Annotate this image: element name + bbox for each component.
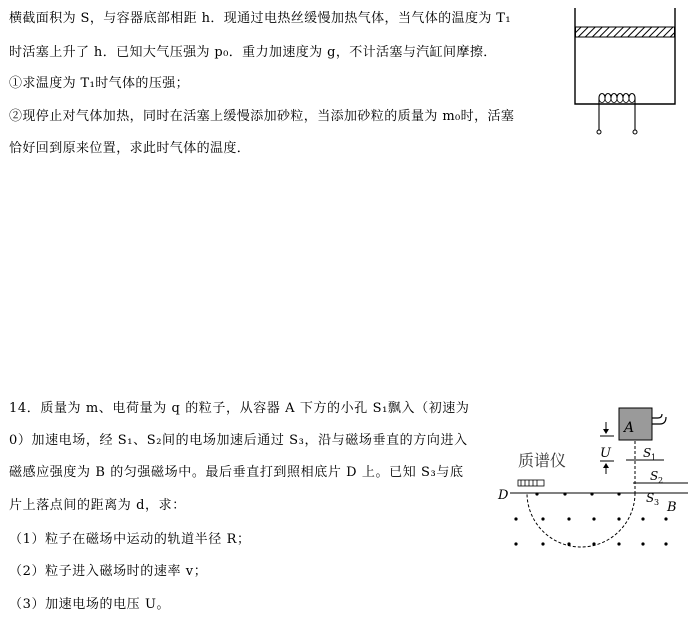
magnetic-field-dots	[514, 492, 667, 545]
label-d: D	[498, 488, 509, 503]
label-s2	[650, 469, 663, 485]
inlet-pipe-icon	[652, 414, 662, 418]
p14-line-1: 14．质量为 m、电荷量为 q 的粒子，从容器 A 下方的小孔 S₁飘入（初速为	[9, 401, 470, 416]
svg-text:S: S	[643, 446, 652, 460]
p13-line-5: 恰好回到原来位置，求此时气体的温度．	[9, 141, 251, 156]
p14-question-2: （2）粒子进入磁场时的速率 v；	[9, 564, 208, 579]
p13-line-2: 时活塞上升了 h．已知大气压强为 p₀．重力加速度为 g，不计活塞与汽缸间摩擦．	[9, 45, 497, 60]
label-a: A	[624, 420, 635, 436]
svg-text:2: 2	[658, 476, 664, 485]
svg-text:S: S	[646, 491, 655, 505]
p14-question-1: （1）粒子在磁场中运动的轨道半径 R；	[9, 532, 251, 547]
p13-line-4: ②现停止对气体加热，同时在活塞上缓慢添加砂粒，当添加砂粒的质量为 m₀时，活塞	[9, 109, 515, 124]
piston	[576, 27, 675, 37]
mass-spectrometer-figure	[488, 398, 688, 560]
p14-line-4: 片上落点间的距离为 d，求：	[9, 498, 186, 513]
p14-question-3: （3）加速电场的电压 U。	[9, 597, 171, 612]
p14-line-2: 0）加速电场，经 S₁、S₂间的电场加速后通过 S₃，沿与磁场垂直的方向进入	[9, 433, 468, 448]
cylinder-walls	[575, 8, 675, 104]
p13-line-1: 横截面积为 S，与容器底部相距 h．现通过电热丝缓慢加热气体，当气体的温度为 T₁	[9, 11, 511, 26]
label-u: U	[600, 446, 611, 461]
p14-line-3: 磁感应强度为 B 的匀强磁场中。最后垂直打到照相底片 D 上。已知 S₃与底	[9, 465, 464, 480]
heating-coil-icon	[597, 94, 637, 135]
svg-text:S: S	[650, 469, 659, 483]
p13-line-3: ①求温度为 T₁时气体的压强；	[9, 76, 190, 91]
label-s1	[643, 446, 656, 462]
label-b: B	[667, 500, 677, 515]
svg-text:3: 3	[654, 498, 660, 507]
svg-text:1: 1	[651, 453, 657, 462]
cylinder-figure	[565, 0, 685, 140]
photo-plate-d	[518, 480, 544, 486]
figure-title: 质谱仪	[518, 451, 567, 470]
